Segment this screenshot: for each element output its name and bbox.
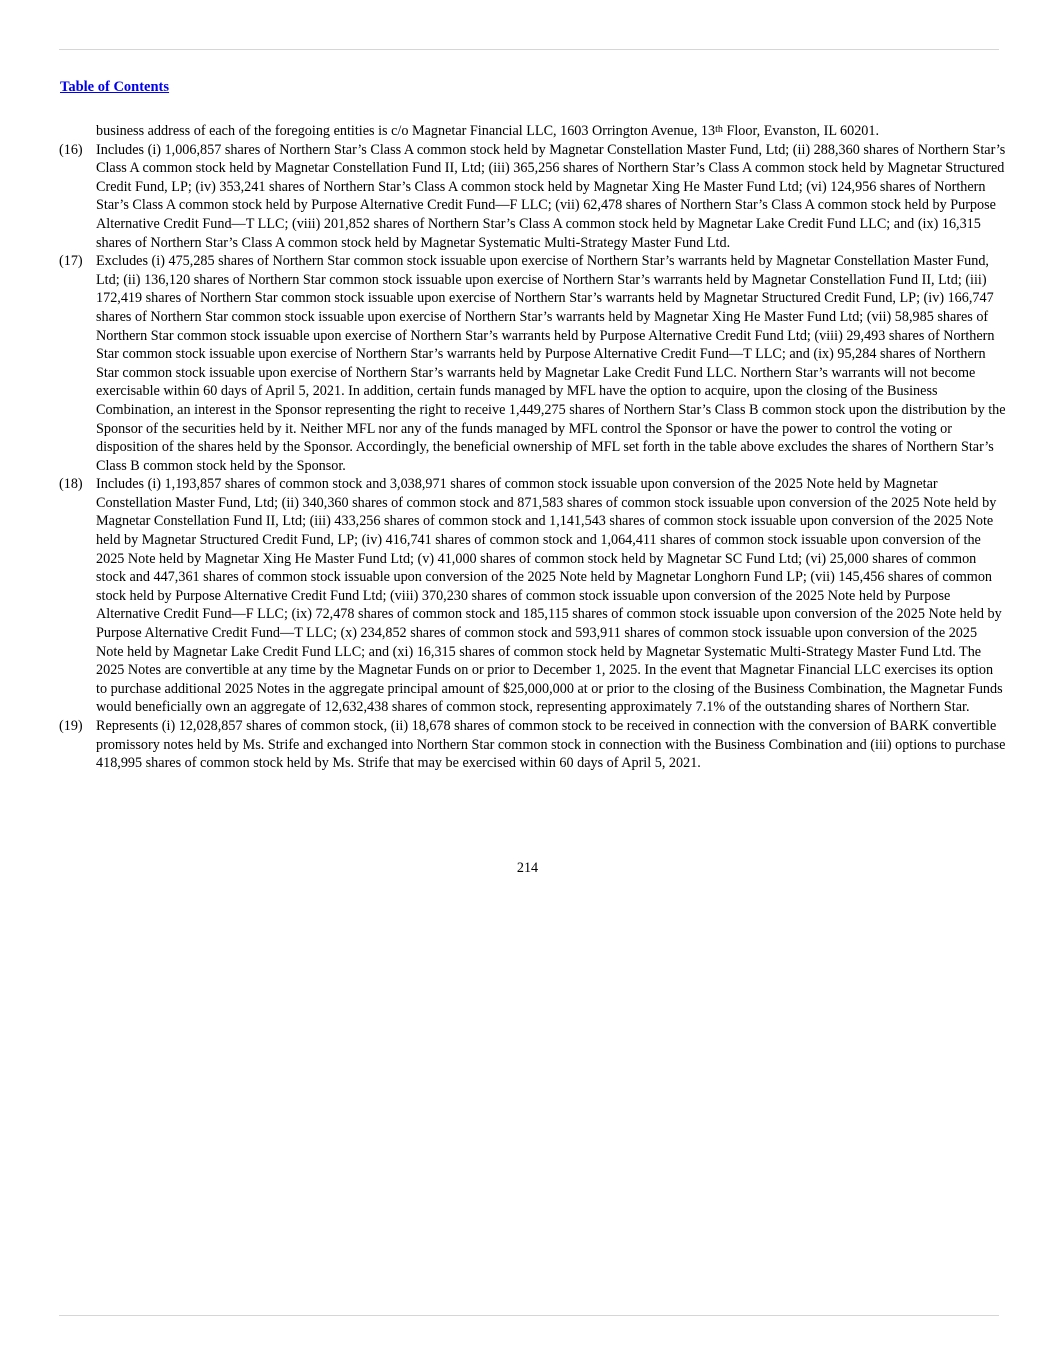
footnote-18 (59, 475, 1007, 717)
footnote-17 (59, 252, 1007, 475)
footnote-number: (19) (59, 718, 83, 734)
footnote-text: Includes (i) 1,193,857 shares of common stock and 3,038,971 shares of common stock issuable upon conversion of the 2025 Note held by Magnetar Constellation Master Fund, Ltd; (ii) 340,360 shares of common stock and 871,583 shares of common stock issuable upon conversion of the 2025 Note held by Magnetar Constellation Fund II, Ltd; (iii) 433,256 shares of common stock and 1,141,543 shares of common stock issuable upon conversion of the 2025 Note held by Magnetar Structured Credit Fund, LP; (iv) 416,741 shares of common stock and 1,064,411 shares of common stock issuable upon conversion of the 2025 Note held by Magnetar Xing He Master Fund Ltd; (v) 41,000 shares of common stock held by Magnetar SC Fund Ltd; (vi) 25,000 shares of common stock and 447,361 shares of common stock issuable upon conversion of the 2025 Note held by Magnetar Longhorn Fund LP; (vii) 145,456 shares of common stock held by Purpose Alternative Credit Fund Ltd; (viii) 370,230 shares of common stock issuable upon conversion of the 2025 Note held by Purpose Alternative Credit Fund—F LLC; (ix) 72,478 shares of common stock and 185,115 shares of common stock issuable upon conversion of the 2025 Note held by Purpose Alternative Credit Fund—T LLC; (x) 234,852 shares of common stock and 593,911 shares of common stock issuable upon conversion of the 2025 Note held by Magnetar Lake Credit Fund LLC; and (xi) 16,315 shares of common stock held by Magnetar Systematic Multi-Strategy Master Fund Ltd. The 2025 Notes are convertible at any time by the Magnetar Funds on or prior to December 1, 2025. In the event that Magnetar Financial LLC exercises its option to purchase additional 2025 Notes in the aggregate principal amount of $25,000,000 at or prior to the closing of the Business Combination, the Magnetar Funds would beneficially own an aggregate of 12,632,438 shares of common stock, representing approximately 7.1% of the outstanding shares of Northern Star. (96, 476, 1003, 716)
footnote-number: (16) (59, 141, 83, 158)
page-number: 214 (516, 860, 539, 876)
footnote-number: (18) (59, 476, 83, 493)
ordinal-superscript: th (715, 124, 723, 135)
continued-footnote-text: business address of each of the foregoing entities is c/o Magnetar Financial LLC, 1603 Orrington Avenue, 13th Floor, Evanston, IL 60201. (96, 123, 880, 139)
top-divider (59, 49, 999, 50)
footnote-16 (59, 141, 1007, 253)
footnote-number: (17) (59, 253, 83, 270)
footnote-text: Excludes (i) 475,285 shares of Northern Star common stock issuable upon exercise of Northern Star’s warrants held by Magnetar Constellation Master Fund, Ltd; (ii) 136,120 shares of Northern Star common stock issuable upon exercise of Northern Star’s warrants held by Magnetar Constellation Fund II, Ltd; (iii) 172,419 shares of Northern Star common stock issuable upon exercise of Northern Star’s warrants held by Magnetar Structured Credit Fund, LP; (iv) 166,747 shares of Northern Star common stock issuable upon exercise of Northern Star’s warrants held by Magnetar Xing He Master Fund Ltd; (vii) 58,985 shares of Northern Star common stock issuable upon exercise of Northern Star’s warrants held by Purpose Alternative Credit Fund Ltd; (viii) 29,493 shares of Northern Star common stock issuable upon exercise of Northern Star’s warrants held by Purpose Alternative Credit Fund—T LLC; and (ix) 95,284 shares of Northern Star common stock issuable upon exercise of Northern Star’s warrants held by Magnetar Lake Credit Fund LLC. Northern Star’s warrants will not become exercisable within 60 days of April 5, 2021. In addition, certain funds managed by MFL have the option to acquire, upon the closing of the Business Combination, an interest in the Sponsor representing the right to receive 1,449,275 shares of Northern Star’s Class B common stock upon the distribution by the Sponsor of the securities held by it. Neither MFL nor any of the funds managed by MFL control the Sponsor or have the power to control the voting or disposition of the shares held by the Sponsor. Accordingly, the beneficial ownership of MFL set forth in the table above excludes the shares of Northern Star’s Class B common stock held by the Sponsor. (96, 253, 1006, 474)
footnotes-section (59, 122, 1007, 773)
bottom-divider (59, 1315, 999, 1316)
footnote-text: Represents (i) 12,028,857 shares of common stock, (ii) 18,678 shares of common stock to be received in connection with the conversion of BARK convertible promissory notes held by Ms. Strife and exchanged into Northern Star common stock in connection with the Business Combination and (iii) options to purchase 418,995 shares of common stock held by Ms. Strife that may be exercised within 60 days of April 5, 2021. (96, 718, 1006, 772)
footnote-19 (59, 717, 1007, 773)
footnote-text: Includes (i) 1,006,857 shares of Northern Star’s Class A common stock held by Magnetar Constellation Master Fund, Ltd; (ii) 288,360 shares of Northern Star’s Class A common stock held by Magnetar Constellation Fund II, Ltd; (iii) 365,256 shares of Northern Star’s Class A common stock held by Magnetar Structured Credit Fund, LP; (iv) 353,241 shares of Northern Star’s Class A common stock held by Magnetar Xing He Master Fund Ltd; (vi) 124,956 shares of Northern Star’s Class A common stock held by Purpose Alternative Credit Fund—F LLC; (vii) 62,478 shares of Northern Star’s Class A common stock held by Purpose Alternative Credit Fund—T LLC; (viii) 201,852 shares of Northern Star’s Class A common stock held by Magnetar Lake Credit Fund LLC; and (ix) 16,315 shares of Northern Star’s Class A common stock held by Magnetar Systematic Multi-Strategy Master Fund Ltd. (96, 141, 1006, 251)
table-of-contents-link[interactable]: Table of Contents (60, 79, 170, 95)
